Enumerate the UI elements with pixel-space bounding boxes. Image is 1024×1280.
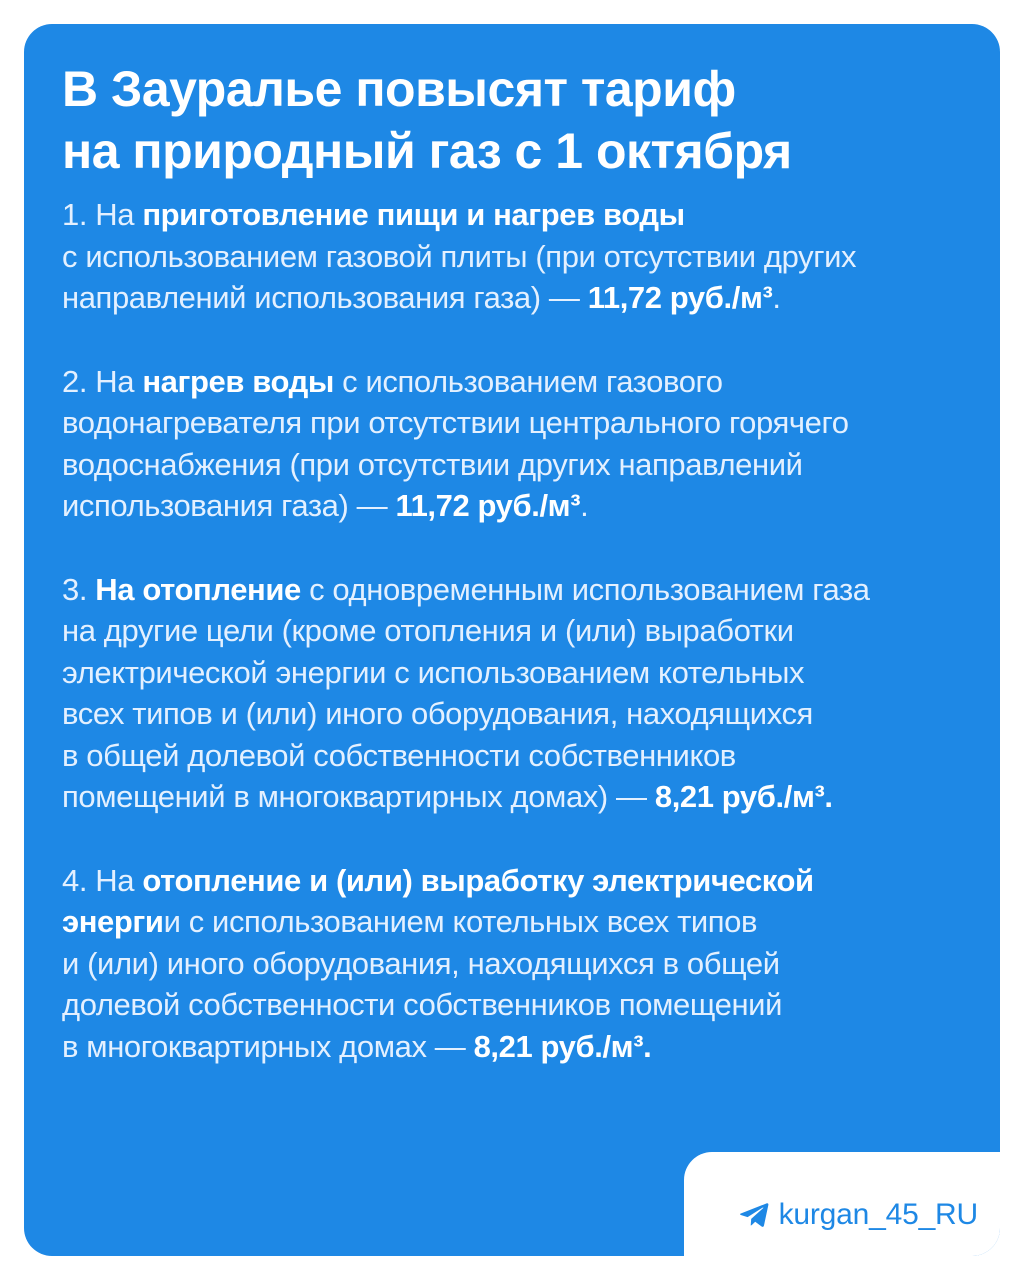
tariff-item-line [62, 277, 962, 319]
tariff-item-line [62, 860, 962, 902]
tariff-text: 3. [62, 571, 96, 607]
tariff-item [62, 569, 962, 818]
tariff-emphasis: На отопление [95, 571, 301, 607]
tariff-item-line [62, 901, 962, 943]
tariff-emphasis: энерги [62, 904, 164, 939]
tariff-item-line [62, 776, 962, 818]
tariff-text: в общей долевой собственности собственников [62, 737, 736, 773]
tariff-item-line [62, 361, 962, 403]
tariff-text: в многоквартирных домах — [62, 1028, 474, 1064]
tariff-emphasis: 8,21 руб./м³. [654, 779, 833, 814]
tariff-text: и (или) иного оборудования, находящихся в общей [62, 945, 780, 981]
tariff-text: электрической энергии с использованием котельных [62, 654, 805, 690]
tariff-text: с использованием газового [333, 363, 723, 399]
tariff-text: долевой собственности собственников помещений [62, 987, 783, 1022]
tariff-item-line [62, 693, 962, 735]
headline-line-1: В Зауралье повысят тариф [62, 61, 736, 117]
tariff-text: 2. На [62, 363, 143, 399]
tariff-item-line [62, 943, 962, 985]
channel-handle-text: kurgan_45_RU [778, 1198, 978, 1231]
tariff-text: водонагревателя при отсутствии центрального горячего [62, 405, 849, 440]
headline [62, 58, 962, 182]
info-card [24, 24, 1000, 1256]
tariff-emphasis: 11,72 руб./м³ [587, 280, 773, 315]
tariff-text: и с использованием котельных всех типов [163, 904, 758, 939]
channel-handle[interactable] [739, 1198, 978, 1232]
tariff-emphasis: 8,21 руб./м³. [473, 1028, 652, 1064]
tariff-item-line [62, 735, 962, 777]
tariff-item-line [62, 1026, 962, 1068]
tariff-item [62, 361, 962, 527]
tariff-text: на другие цели (кроме отопления и (или) выработки [62, 613, 794, 648]
tariff-item-line [62, 610, 962, 652]
tariff-text: с использованием газовой плиты (при отсутствии других [62, 238, 857, 274]
tariff-text: . [772, 280, 781, 315]
tariff-item-line [62, 984, 962, 1026]
tariff-item-line [62, 444, 962, 486]
tariff-text: с одновременным использованием газа [300, 571, 870, 607]
tariff-text: водоснабжения (при отсутствии других направлений [62, 446, 803, 482]
tariff-emphasis: нагрев воды [142, 363, 334, 399]
tariff-text: помещений в многоквартирных домах) — [62, 779, 655, 814]
tariff-item-line [62, 402, 962, 444]
headline-line-2: на природный газ с 1 октября [62, 123, 792, 179]
tariff-text: 4. На [62, 862, 143, 898]
tariff-text: использования газа) — [62, 488, 396, 523]
tariff-text: направлений использования газа) — [62, 280, 588, 315]
tariff-item-line [62, 569, 962, 611]
tariff-emphasis: приготовление пищи и нагрев воды [142, 197, 685, 232]
tariff-item [62, 860, 962, 1068]
tariff-item-line [62, 485, 962, 527]
tariff-text: 1. На [62, 197, 143, 232]
tariff-emphasis: 11,72 руб./м³ [395, 488, 581, 523]
tariff-list [62, 194, 962, 1109]
tariff-item-line [62, 236, 962, 278]
tariff-item [62, 194, 962, 319]
tariff-item-line [62, 652, 962, 694]
tariff-text: всех типов и (или) иного оборудования, находящихся [62, 696, 813, 731]
tariff-item-line [62, 194, 962, 236]
tariff-text: . [580, 488, 589, 523]
telegram-icon [739, 1202, 769, 1228]
tariff-emphasis: отопление и (или) выработку электрической [142, 862, 814, 898]
